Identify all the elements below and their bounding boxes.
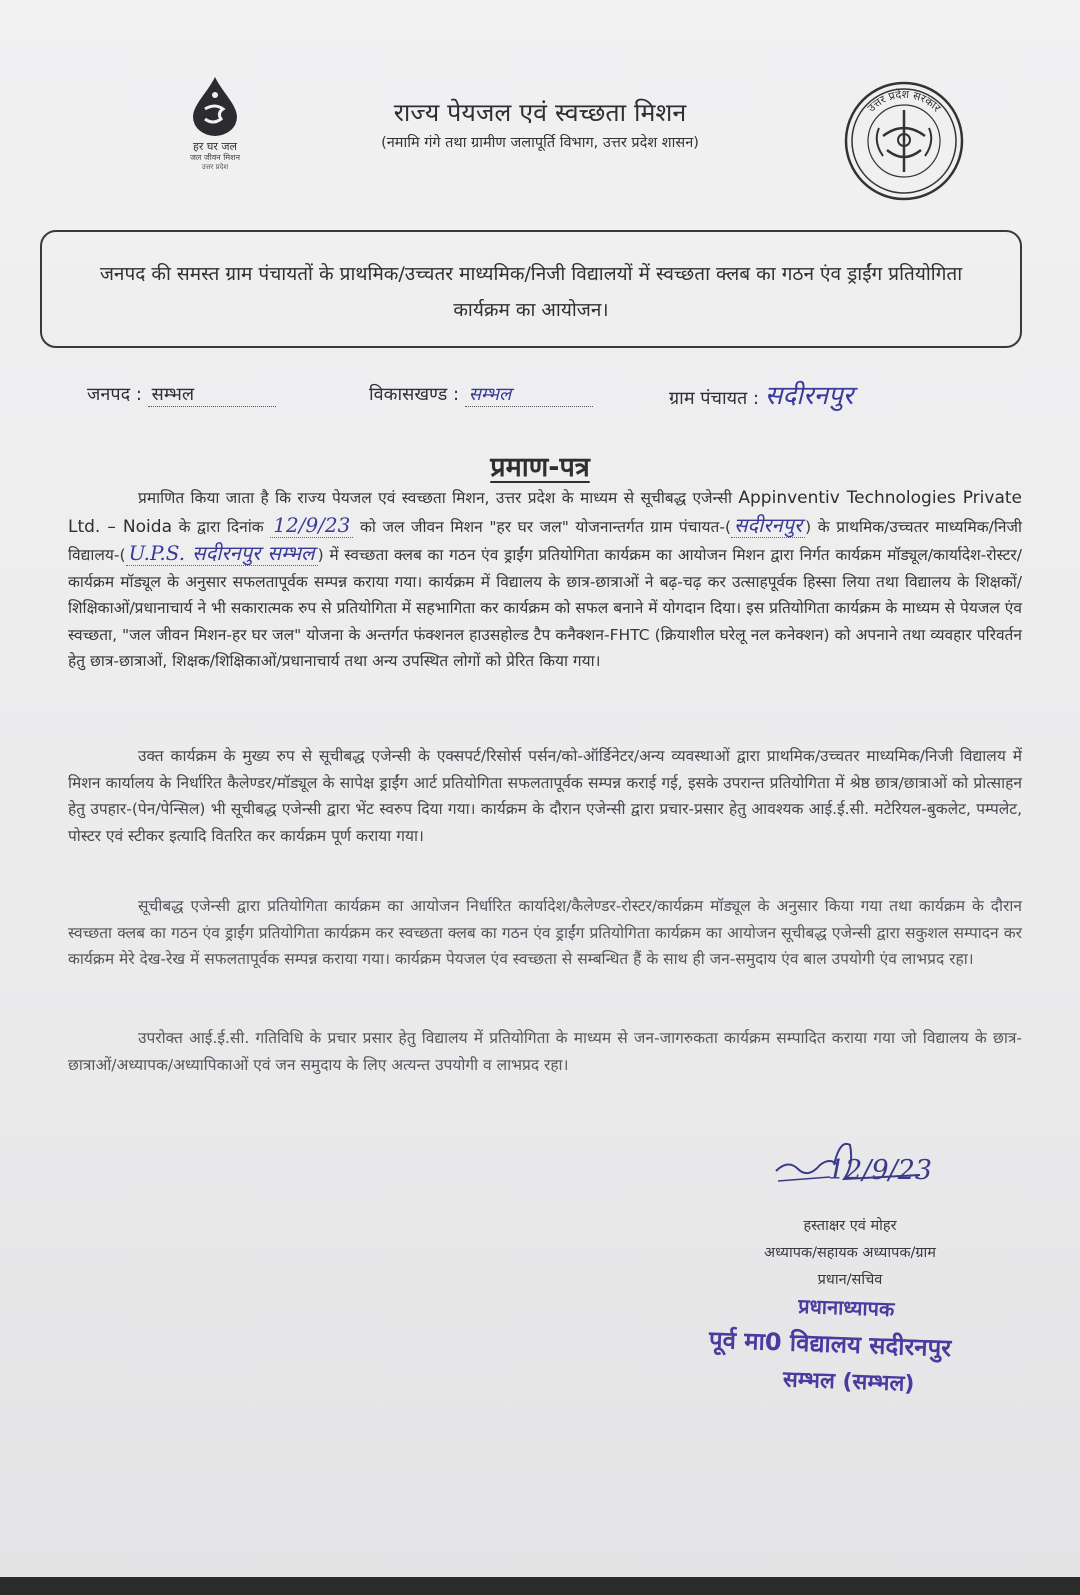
p2-text: उक्त कार्यक्रम के मुख्य रुप से सूचीबद्ध एजेन्सी के एक्सपर्ट/रिसोर्स पर्सन/को-ऑर्डिनेटर/अन्य व्यवस्थाओं द्वारा प्राथमिक/उच्चतर माध्यमिक/निजी विद्यालय में मिशन कार्यालय के निर्धारित कैलेण्डर/मॉड्यूल के सापेक्ष ड्राईंग आर्ट प्रतियोगिता सफलतापूर्वक सम्पन्न कराई गई, इसके उपरान्त प्रतियोगिता में श्रेष्ठ छात्र/छात्राओं को प्रोत्साहन हेतु उपहार-(पेन/पेन्सिल) भी सूचीबद्ध एजेन्सी द्वारा भेंट स्वरुप दिया गया। कार्यक्रम के दौरान एजेन्सी द्वारा प्रचार-प्रसार हेतु आवश्यक आई.ई.सी. मटेरियल-बुकलेट, पम्पलेट, पोस्टर एवं स्टीकर इत्यादि वितरित कर कार्यक्रम पूर्ण कराया गया। xyxy=(68,747,1022,845)
signatory-role-2: प्रधान/सचिव xyxy=(817,1272,883,1288)
location-fields xyxy=(87,382,1030,422)
signature xyxy=(770,1135,970,1210)
header-subtitle: (नमामि गंगे तथा ग्रामीण जलापूर्ति विभाग, उत्तर प्रदेश शासन) xyxy=(381,135,699,151)
up-government-seal-icon xyxy=(843,80,965,202)
block-value: सम्भल xyxy=(465,382,593,407)
district-field xyxy=(87,382,276,407)
program-date: 12/9/23 xyxy=(270,513,353,538)
signatory-role-1: अध्यापक/सहायक अध्यापक/ग्राम xyxy=(764,1245,936,1261)
topic-box: जनपद की समस्त ग्राम पंचायतों के प्राथमिक/उच्चतर माध्यमिक/निजी विद्यालयों में स्वच्छता क्लब का गठन एंव ड्राईंग प्रतियोगिता कार्यक्रम का आयोजन। xyxy=(40,230,1022,348)
scan-bottom-edge xyxy=(0,1577,1080,1595)
p1-part-c: को जल जीवन मिशन "हर घर जल" योजनान्तर्गत ग्राम पंचायत-( xyxy=(359,517,732,536)
agency-name: Appinventiv Technologies Private Ltd. – Noida xyxy=(68,488,1022,537)
certificate-title: प्रमाण-पत्र xyxy=(490,452,590,483)
p1-part-a: प्रमाणित किया जाता है कि राज्य पेयजल एवं स्वच्छता मिशन, उत्तर प्रदेश के माध्यम से सूचीबद्ध एजेन्सी xyxy=(138,489,733,507)
panchayat-field xyxy=(669,376,853,412)
paragraph-3 xyxy=(68,893,1022,973)
paragraph-2 xyxy=(68,743,1022,849)
school-stamp xyxy=(648,1284,1012,1406)
logo-line-2: जल जीवन मिशन xyxy=(189,153,241,162)
signatory-labels xyxy=(700,1213,1000,1294)
district-label: जनपद : xyxy=(87,384,142,405)
stamp-line-1: प्रधानाध्यापक xyxy=(797,1293,895,1322)
district-value: सम्भल xyxy=(148,382,276,407)
logo-line-3: उत्तर प्रदेश xyxy=(201,163,229,171)
paragraph-1 xyxy=(68,485,1022,675)
stamp-line-2: पूर्व मा0 विद्यालय सदीरनपुर xyxy=(708,1325,952,1363)
school-value: U.P.S. सदीरनपुर सम्भल xyxy=(126,541,318,566)
panchayat-label: ग्राम पंचायत : xyxy=(669,388,760,409)
p1-part-b: के द्वारा दिनांक xyxy=(178,517,264,536)
p3-text: सूचीबद्ध एजेन्सी द्वारा प्रतियोगिता कार्यक्रम का आयोजन निर्धारित कार्यादेश/कैलेण्डर-रोस्टर/कार्यक्रम मॉड्यूल के अनुसार किया गया तथा कार्यक्रम के दौरान स्वच्छता क्लब का गठन एंव ड्राईंग प्रतियोगिता कार्यक्रम कर स्वच्छता क्लब का गठन एंव ड्राईंग प्रतियोगिता कार्यक्रम का आयोजन सूचीबद्ध एजेन्सी द्वारा सकुशल सम्पादन कर कार्यक्रम मेरे देख-रेख में सफलतापूर्वक सम्पन्न कराया गया। कार्यक्रम पेयजल एंव स्वच्छता से सम्बन्धित हैं के साथ ही जन-समुदाय एंव बाल उपयोगी एंव लाभप्रद रहा। xyxy=(68,897,1022,968)
p4-text: उपरोक्त आई.ई.सी. गतिविधि के प्रचार प्रसार हेतु विद्यालय में प्रतियोगिता के माध्यम से जन-जागरुकता कार्यक्रम सम्पादित कराया गया जो विद्यालय के छात्र-छात्राओं/अध्यापक/अध्यापिकाओं एवं जन समुदाय के लिए अत्यन्त उपयोगी व लाभप्रद रहा। xyxy=(68,1029,1022,1074)
svg-text:उत्तर प्रदेश सरकार: उत्तर प्रदेश सरकार xyxy=(864,87,944,115)
signature-label: हस्ताक्षर एवं मोहर xyxy=(803,1218,897,1234)
paragraph-4 xyxy=(68,1025,1022,1078)
logo-line-1: हर घर जल xyxy=(193,140,237,153)
signature-date: 12/9/23 xyxy=(828,1155,933,1186)
panchayat-value: सदीरनपुर xyxy=(764,381,854,411)
header-title: राज्य पेयजल एवं स्वच्छता मिशन xyxy=(393,98,687,127)
p1-panchayat-value: सदीरनपुर xyxy=(731,513,805,538)
stamp-line-3: सम्भल (सम्भल) xyxy=(782,1367,915,1397)
p1-part-e: ) में स्वच्छता क्लब का गठन एंव ड्राईंग प्रतियोगिता कार्यक्रम का आयोजन मिशन द्वारा निर्गत कार्यक्रम मॉड्यूल/कार्यादेश-रोस्टर/कार्यक्रम मॉड्यूल के अनुसार सफलतापूर्वक सम्पन्न कराया गया। कार्यक्रम में विद्यालय के छात्र-छात्राओं ने बढ़-चढ़ कर उत्साहपूर्वक हिस्सा लिया तथा विद्यालय के शिक्षकों/शिक्षिकाओं/प्रधानाचार्य ने भी सकारात्मक रुप से प्रतियोगिता में सहभागिता कर कार्यक्रम को सफल बनाने में योगदान दिया। इस प्रतियोगिता कार्यक्रम के माध्यम से पेयजल एंव स्वच्छता, "जल जीवन मिशन-हर घर जल" योजना के अन्तर्गत फंक्शनल हाउसहोल्ड टैप कनैक्शन-FHTC (क्रियाशील घरेलू नल कनेक्शन) को अपनाने तथा व्यवहार परिवर्तन हेतु छात्र-छात्राओं, शिक्षक/शिक्षिकाओं/प्रधानाचार्य तथा अन्य उपस्थित लोगों को प्रेरित किया गया। xyxy=(68,546,1022,670)
block-field xyxy=(369,382,593,407)
p1-part-d: ) के प्राथमिक/उच्चतर माध्यमिक/निजी विद्यालय-( xyxy=(68,517,1022,564)
block-label: विकासखण्ड : xyxy=(369,384,460,405)
